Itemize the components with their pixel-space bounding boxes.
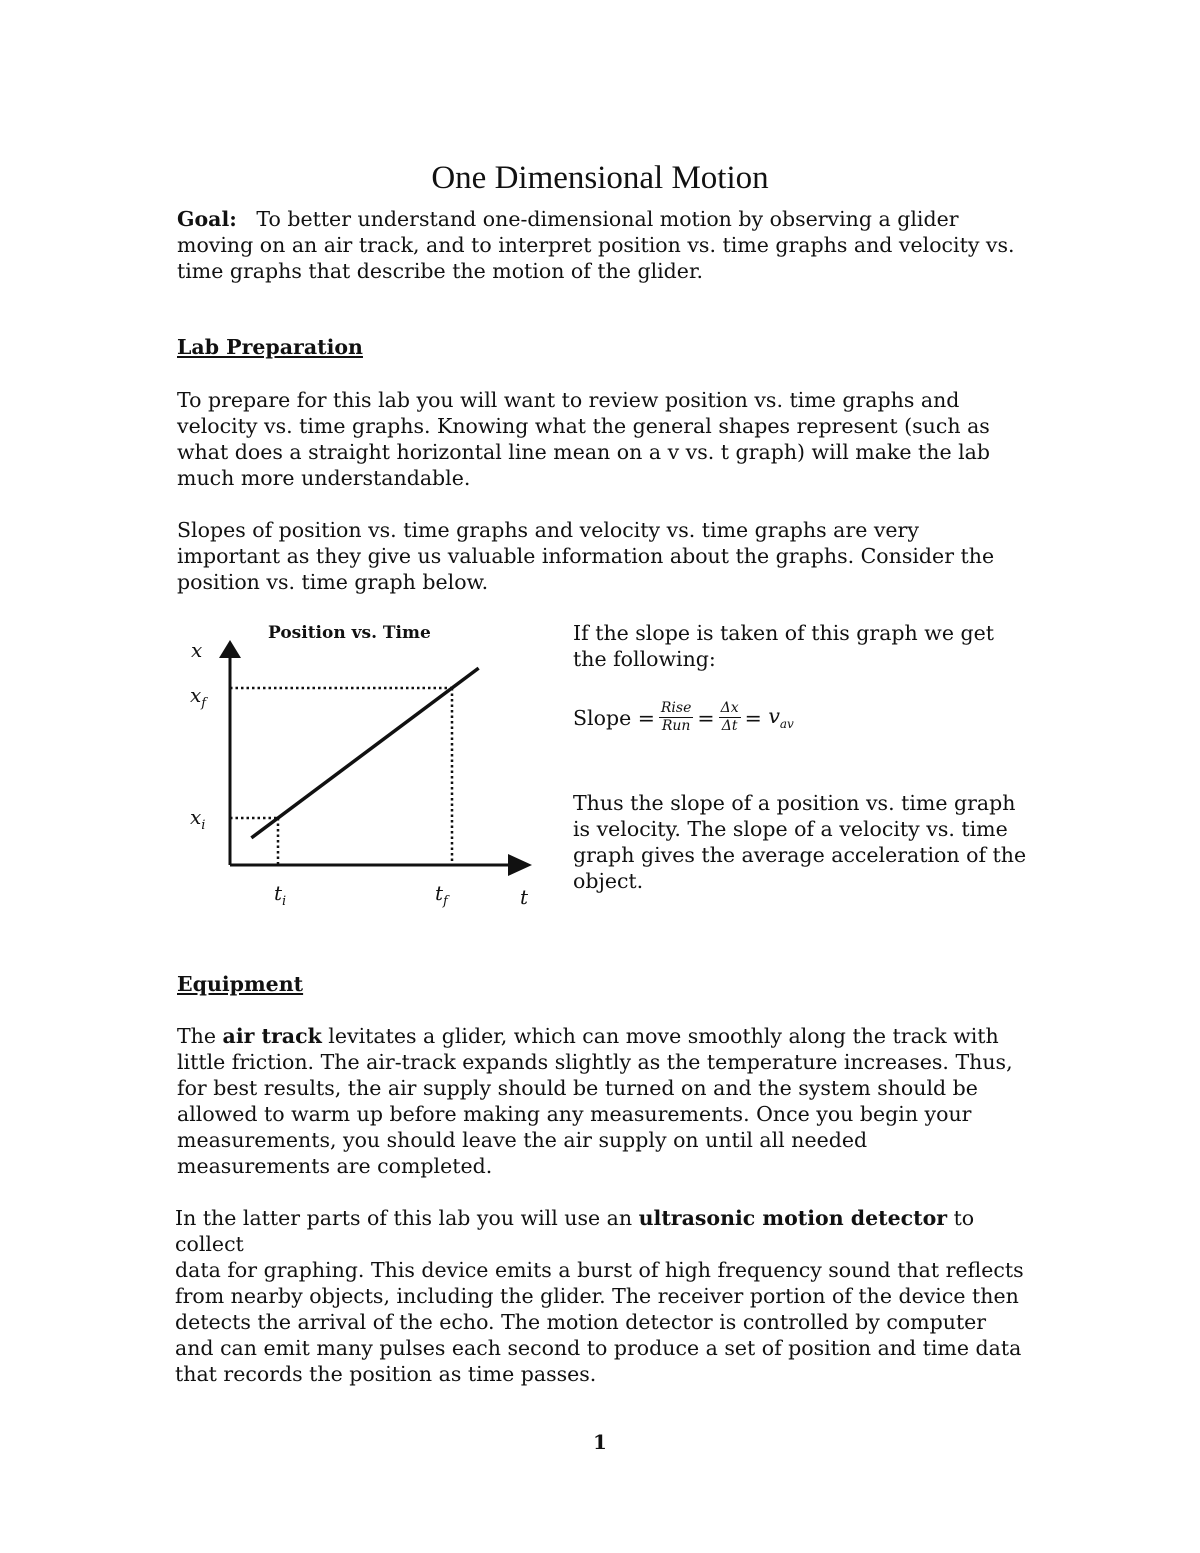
- lab-prep-p1-line: velocity vs. time graphs. Knowing what the general shapes represent (such as: [177, 414, 990, 438]
- equipment-p1-line: measurements are completed.: [177, 1154, 493, 1178]
- equals-sign-2: =: [744, 705, 762, 730]
- slope-intro-line: the following:: [573, 647, 716, 671]
- slope-label: Slope =: [573, 705, 655, 730]
- rise-run-fraction: [659, 700, 694, 735]
- air-track-term: air track: [222, 1024, 322, 1048]
- equipment-heading: Equipment: [177, 972, 304, 996]
- chart-title: Position vs. Time: [268, 623, 431, 643]
- position-line: [251, 668, 478, 838]
- slope-intro-line: If the slope is taken of this graph we get: [573, 621, 994, 645]
- equipment-p1-line: allowed to warm up before making any measurements. Once you begin your: [177, 1102, 972, 1126]
- slope-intro: [573, 620, 1028, 672]
- equipment-p2-line: and can emit many pulses each second to produce a set of position and time data: [175, 1336, 1022, 1360]
- conclusion-line: is velocity. The slope of a velocity vs. time: [573, 817, 1008, 841]
- slope-equation: [573, 700, 794, 735]
- x-axis-arrow: [508, 854, 532, 876]
- equipment-p1-line: measurements, you should leave the air supply on until all needed: [177, 1128, 868, 1152]
- position-time-chart: [175, 610, 545, 910]
- goal-label: Goal:: [177, 207, 237, 231]
- y-tick-label-xf: $x_f$: [190, 683, 207, 711]
- x-axis-label: t: [520, 885, 529, 909]
- x-tick-label-tf: $t_f$: [435, 881, 448, 909]
- x-tick-label-ti: $t_i$: [274, 881, 287, 909]
- equals-sign: =: [697, 705, 715, 730]
- lab-prep-p1-line: what does a straight horizontal line mean on a v vs. t graph) will make the lab: [177, 440, 990, 464]
- average-velocity: $v_{av}$: [768, 703, 794, 732]
- equipment-paragraph-1: The air track levitates a glider, which can move smoothly along the track with little friction. The air-track expands slightly as the temperature increases. Thus, for best results, the air supply should be turned on and the system should be allowed to warm up before making any measurements. Once you begin your measurements, you should leave the air supply on until all needed measurements are completed.: [177, 1023, 1037, 1179]
- conclusion-line: graph gives the average acceleration of the: [573, 843, 1027, 867]
- lab-prep-p2-line: position vs. time graph below.: [177, 570, 489, 594]
- y-tick-label-xi: $x_i$: [190, 805, 206, 833]
- goal-line-2: moving on an air track, and to interpret position vs. time graphs and velocity vs.: [177, 233, 1015, 257]
- equipment-p1-line: little friction. The air-track expands slightly as the temperature increases. Thus,: [177, 1050, 1013, 1074]
- equipment-p2-line: data for graphing. This device emits a burst of high frequency sound that reflects: [175, 1258, 1024, 1282]
- y-axis-label: x: [191, 638, 203, 662]
- page-number: 1: [593, 1430, 607, 1454]
- lab-preparation-heading: Lab Preparation: [177, 335, 363, 359]
- y-axis-arrow: [219, 640, 241, 658]
- equipment-paragraph-2: In the latter parts of this lab you will use an ultrasonic motion detector to collect data for graphing. This device emits a burst of high frequency sound that reflects from nearby objects, including the glider. The receiver portion of the device then detects the arrival of the echo. The motion detector is controlled by computer and can emit many pulses each second to produce a set of position and time data that records the position as time passes.: [175, 1205, 1035, 1387]
- lab-prep-p1-line: much more understandable.: [177, 466, 471, 490]
- delta-t-text: Δt: [721, 718, 738, 734]
- lab-prep-p2-line: important as they give us valuable information about the graphs. Consider the: [177, 544, 995, 568]
- lab-prep-p2-line: Slopes of position vs. time graphs and velocity vs. time graphs are very: [177, 518, 919, 542]
- equipment-p1-line: for best results, the air supply should be turned on and the system should be: [177, 1076, 978, 1100]
- lab-prep-p1-line: To prepare for this lab you will want to review position vs. time graphs and: [177, 388, 960, 412]
- goal-paragraph: [177, 206, 1037, 284]
- goal-line-1: To better understand one-dimensional motion by observing a glider: [256, 207, 959, 231]
- lab-prep-paragraph-2: [177, 517, 1037, 595]
- motion-detector-term: ultrasonic motion detector: [638, 1206, 948, 1230]
- equipment-p2-line: detects the arrival of the echo. The motion detector is controlled by computer: [175, 1310, 987, 1334]
- delta-fraction: [719, 700, 741, 735]
- conclusion-line: Thus the slope of a position vs. time graph: [573, 791, 1016, 815]
- lab-prep-paragraph-1: [177, 387, 1037, 491]
- run-text: Run: [661, 718, 691, 734]
- equipment-p2-line: from nearby objects, including the glider. The receiver portion of the device then: [175, 1284, 1019, 1308]
- equipment-p2-line: that records the position as time passes.: [175, 1362, 597, 1386]
- goal-line-3: time graphs that describe the motion of the glider.: [177, 259, 704, 283]
- delta-x-text: Δx: [720, 700, 739, 716]
- rise-text: Rise: [660, 700, 692, 716]
- slope-conclusion: [573, 790, 1028, 894]
- conclusion-line: object.: [573, 869, 644, 893]
- page-title: One Dimensional Motion: [431, 160, 769, 197]
